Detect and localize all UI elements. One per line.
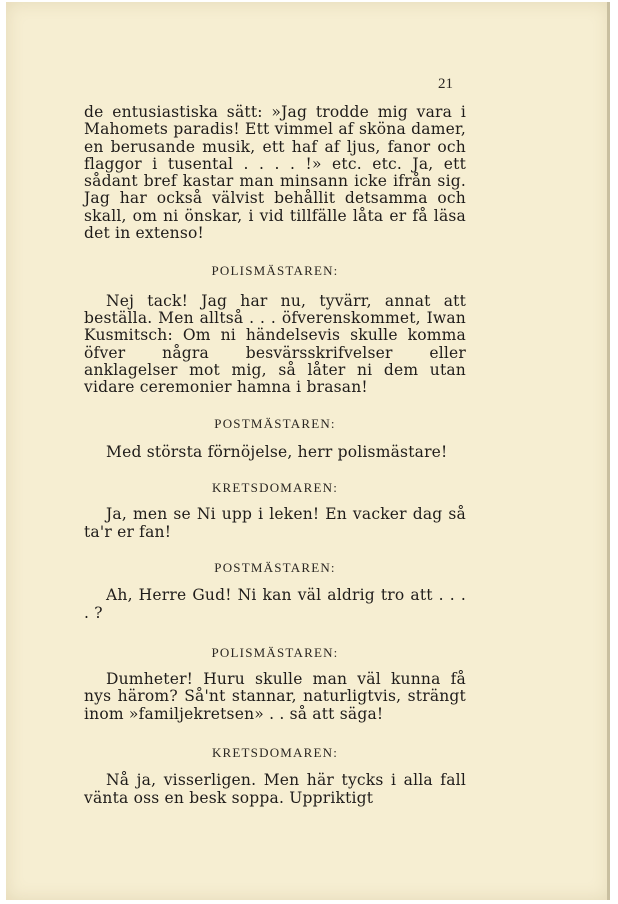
book-page: [6, 2, 610, 900]
paragraph-2: Nej tack! Jag har nu, tyvärr, annat att beställa. Men alltså . . . öfverenskommet, Iwan Kusmitsch: Om ni händelsevis skulle komma öfver några besvärsskrifvelser eller anklagelser mot mig, så låter ni dem utan vidare ceremonier hamna i brasan!: [84, 291, 466, 397]
paragraph-5: Ah, Herre Gud! Ni kan väl aldrig tro att . . . . ?: [84, 586, 466, 622]
paragraph-7: Nå ja, visserligen. Men här tycks i alla fall vänta oss en besk soppa. Uppriktigt: [84, 771, 466, 807]
paragraph-3: Med största förnöjelse, herr polismästare!: [106, 442, 448, 461]
paragraph-6: Dumheter! Huru skulle man väl kunna få nys härom? Så'nt stannar, naturligtvis, strängt inom »familjekretsen» . . så att säga!: [84, 670, 466, 723]
page-text: [84, 104, 466, 807]
speaker-heading-kretsdomaren: KRETSDOMAREN:: [211, 480, 339, 496]
speaker-heading-postmastaren: POSTMÄSTAREN:: [214, 416, 336, 432]
page-edge: [607, 2, 610, 900]
paragraph-1: de entusiastiska sätt: »Jag trodde mig vara i Mahomets paradis! Ett vimmel af sköna damer, en berusande musik, ett haf af ljus, fanor och flaggor i tusental . . . . !» etc. etc. Ja, ett sådant bref kastar man minsann icke ifrån sig. Jag har också välvist behållit detsamma och skall, om ni önskar, i vid tillfälle låta er få läsa det in extenso!: [84, 103, 466, 243]
speaker-heading-polismastaren-2: POLISMÄSTAREN:: [211, 644, 339, 660]
speaker-heading-kretsdomaren-2: KRETSDOMAREN:: [211, 745, 339, 761]
page-number: 21: [438, 76, 453, 92]
paragraph-4: Ja, men se Ni upp i leken! En vacker dag så ta'r er fan!: [84, 505, 466, 541]
speaker-heading-polismastaren: POLISMÄSTAREN:: [211, 263, 339, 279]
speaker-heading-postmastaren-2: POSTMÄSTAREN:: [214, 559, 336, 575]
